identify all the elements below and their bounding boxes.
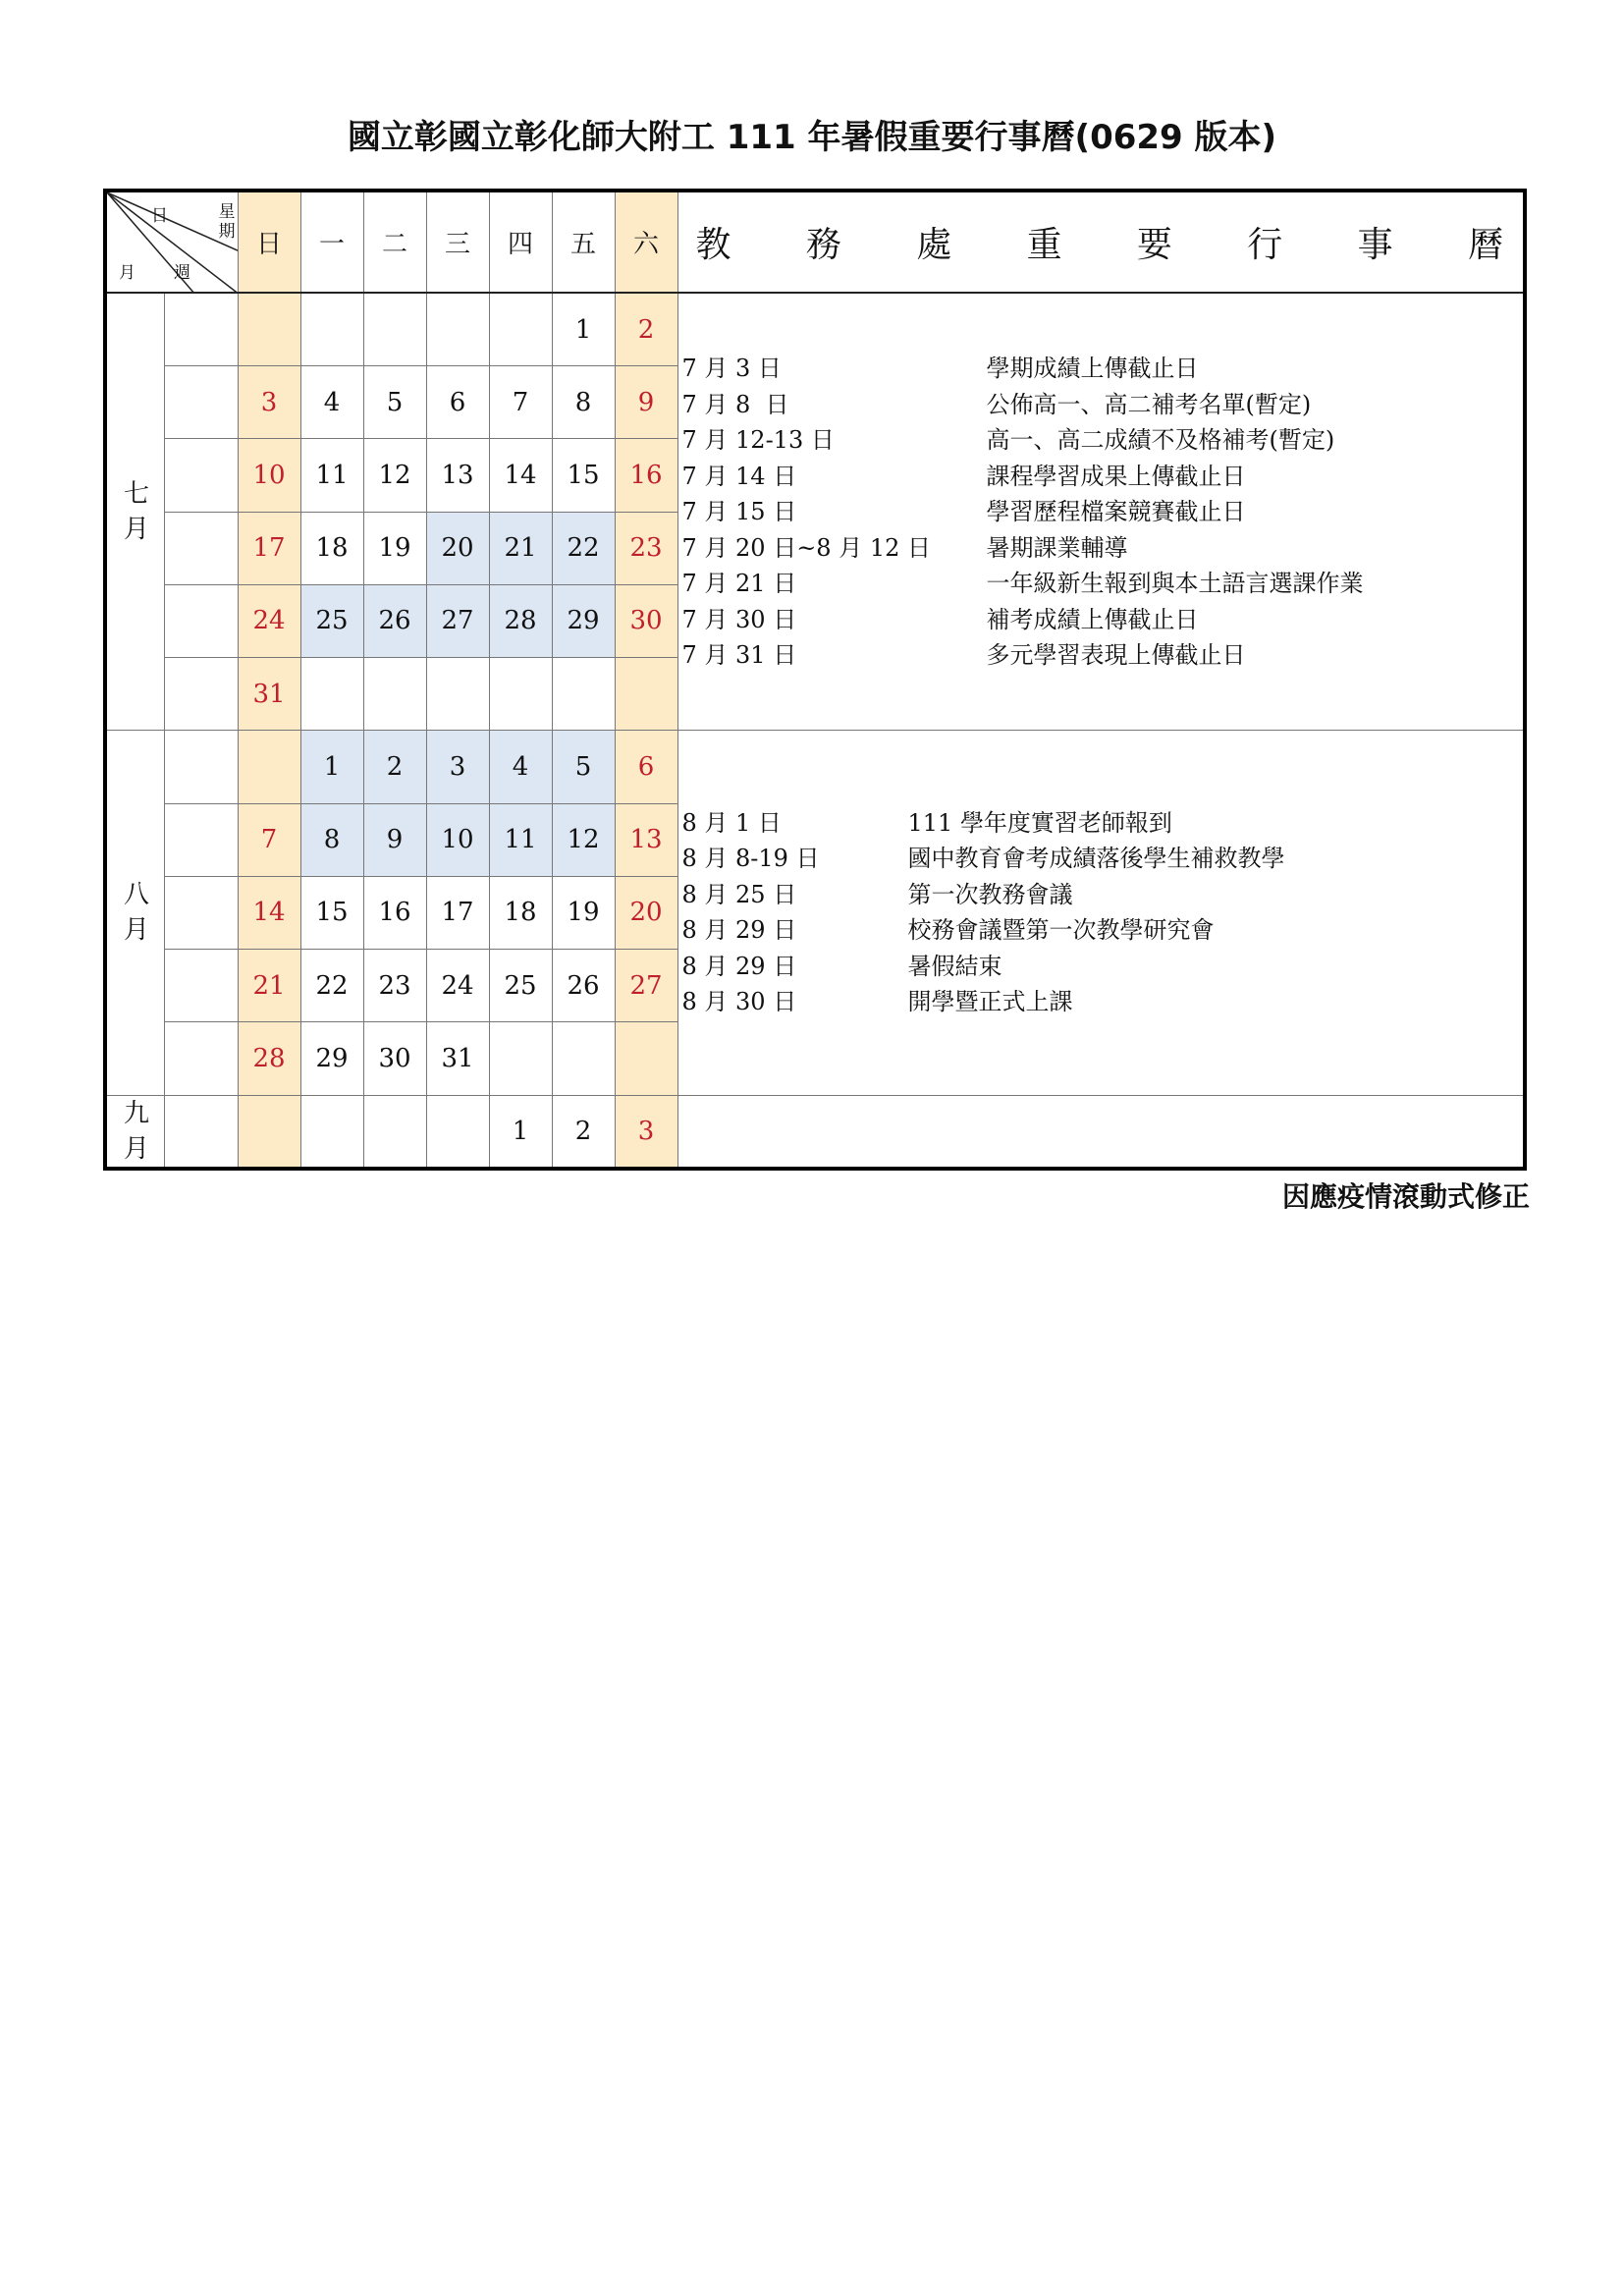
date-cell: 12 — [552, 803, 615, 876]
date-cell: 27 — [426, 584, 489, 657]
date-cell: 30 — [363, 1022, 426, 1095]
day-header-tue: 二 — [363, 191, 426, 293]
week-number-cell — [164, 1095, 238, 1169]
event-date: 7 月 31 日 — [681, 641, 797, 670]
event-text: 一年級新生報到與本土語言選課作業 — [986, 570, 1364, 598]
august-month-label: 八月 — [105, 731, 164, 1095]
date-cell: 19 — [552, 876, 615, 949]
date-cell: 5 — [363, 366, 426, 439]
date-cell: 12 — [363, 439, 426, 512]
date-cell: 27 — [615, 950, 677, 1022]
date-cell — [426, 293, 489, 365]
date-cell: 13 — [615, 803, 677, 876]
event-date: 7 月 12-13 日 — [681, 426, 835, 455]
date-cell: 14 — [489, 439, 552, 512]
day-header-fri: 五 — [552, 191, 615, 293]
corner-week-label: 週 — [174, 263, 190, 283]
date-cell: 24 — [426, 950, 489, 1022]
date-cell — [426, 1095, 489, 1169]
event-item — [682, 877, 1524, 913]
date-cell: 17 — [426, 876, 489, 949]
event-text: 補考成績上傳截止日 — [986, 605, 1199, 633]
august-events-cell — [677, 731, 1525, 1095]
date-cell: 2 — [363, 731, 426, 803]
event-text: 學習歷程檔案競賽截止日 — [986, 498, 1246, 526]
event-item — [682, 805, 1524, 842]
date-cell: 4 — [489, 731, 552, 803]
date-cell: 31 — [426, 1022, 489, 1095]
header-row — [105, 191, 1525, 293]
event-item — [682, 637, 1524, 674]
date-cell: 16 — [363, 876, 426, 949]
event-date: 8 月 29 日 — [681, 952, 797, 980]
date-cell: 22 — [300, 950, 363, 1022]
july-events-cell — [677, 293, 1525, 731]
date-cell: 3 — [238, 366, 300, 439]
september-month-label: 九月 — [105, 1095, 164, 1169]
date-cell: 28 — [238, 1022, 300, 1095]
date-cell: 1 — [552, 293, 615, 365]
event-date: 7 月 21 日 — [681, 570, 797, 598]
date-cell: 24 — [238, 584, 300, 657]
week-number-cell — [164, 876, 238, 949]
event-item — [682, 566, 1524, 602]
date-cell — [552, 1022, 615, 1095]
week-number-cell — [164, 512, 238, 584]
event-item — [682, 602, 1524, 638]
date-cell — [300, 293, 363, 365]
footer-note: 因應疫情滾動式修正 — [1281, 1180, 1530, 1213]
corner-day-label: 日 — [151, 206, 168, 226]
date-cell: 20 — [615, 876, 677, 949]
date-cell: 3 — [615, 1095, 677, 1169]
date-cell: 11 — [489, 803, 552, 876]
day-header-sun: 日 — [238, 191, 300, 293]
week-number-cell — [164, 1022, 238, 1095]
date-cell: 29 — [552, 584, 615, 657]
august-week-row — [105, 731, 1525, 803]
date-cell: 22 — [552, 512, 615, 584]
calendar-table — [103, 189, 1527, 1171]
event-date: 8 月 8-19 日 — [681, 845, 820, 873]
event-date: 7 月 14 日 — [681, 462, 797, 490]
event-date: 8 月 29 日 — [681, 916, 797, 945]
event-item — [682, 841, 1524, 877]
event-date: 7 月 30 日 — [681, 605, 797, 633]
page-title: 國立彰國立彰化師大附工 111 年暑假重要行事曆(0629 版本) — [347, 118, 1277, 157]
date-cell — [238, 293, 300, 365]
day-header-thu: 四 — [489, 191, 552, 293]
date-cell: 16 — [615, 439, 677, 512]
event-text: 課程學習成果上傳截止日 — [986, 462, 1246, 490]
date-cell: 9 — [363, 803, 426, 876]
september-events-cell — [677, 1095, 1525, 1169]
event-item — [682, 459, 1524, 495]
date-cell: 11 — [300, 439, 363, 512]
event-text: 第一次教務會議 — [907, 880, 1073, 908]
event-text: 高一、高二成績不及格補考(暫定) — [986, 426, 1335, 455]
date-cell: 25 — [489, 950, 552, 1022]
event-text: 開學暨正式上課 — [907, 988, 1073, 1016]
date-cell — [300, 658, 363, 731]
event-text: 暑假結束 — [907, 952, 1002, 980]
week-number-cell — [164, 439, 238, 512]
date-cell: 17 — [238, 512, 300, 584]
date-cell: 5 — [552, 731, 615, 803]
day-header-wed: 三 — [426, 191, 489, 293]
week-number-cell — [164, 293, 238, 365]
date-cell: 20 — [426, 512, 489, 584]
date-cell: 15 — [552, 439, 615, 512]
july-month-label: 七月 — [105, 293, 164, 731]
event-date: 7 月 20 日~8 月 12 日 — [681, 533, 931, 562]
event-text: 學期成績上傳截止日 — [986, 355, 1199, 383]
date-cell — [363, 658, 426, 731]
date-cell: 4 — [300, 366, 363, 439]
date-cell: 25 — [300, 584, 363, 657]
events-title: 教務處重要行事曆 — [677, 191, 1525, 293]
date-cell: 1 — [489, 1095, 552, 1169]
date-cell — [489, 658, 552, 731]
date-cell: 2 — [615, 293, 677, 365]
july-week-row — [105, 293, 1525, 365]
date-cell: 15 — [300, 876, 363, 949]
date-cell: 13 — [426, 439, 489, 512]
date-cell: 26 — [552, 950, 615, 1022]
event-text: 國中教育會考成績落後學生補救教學 — [907, 845, 1285, 873]
date-cell: 10 — [426, 803, 489, 876]
date-cell: 6 — [426, 366, 489, 439]
week-number-cell — [164, 803, 238, 876]
date-cell: 18 — [300, 512, 363, 584]
date-cell: 7 — [238, 803, 300, 876]
date-cell: 21 — [238, 950, 300, 1022]
event-item — [682, 422, 1524, 459]
event-item — [682, 530, 1524, 567]
day-header-mon: 一 — [300, 191, 363, 293]
date-cell: 14 — [238, 876, 300, 949]
week-number-cell — [164, 950, 238, 1022]
event-date: 8 月 1 日 — [681, 808, 782, 837]
date-cell — [552, 658, 615, 731]
week-number-cell — [164, 658, 238, 731]
date-cell: 29 — [300, 1022, 363, 1095]
date-cell — [615, 658, 677, 731]
event-date: 7 月 8 日 — [681, 390, 789, 418]
date-cell — [300, 1095, 363, 1169]
corner-month-label: 月 — [119, 263, 135, 283]
date-cell: 8 — [552, 366, 615, 439]
event-item — [682, 351, 1524, 387]
date-cell: 30 — [615, 584, 677, 657]
week-number-cell — [164, 366, 238, 439]
event-text: 公佈高一、高二補考名單(暫定) — [986, 390, 1312, 418]
date-cell: 10 — [238, 439, 300, 512]
date-cell: 26 — [363, 584, 426, 657]
date-cell: 31 — [238, 658, 300, 731]
event-text: 暑期課業輔導 — [986, 533, 1128, 562]
date-cell — [615, 1022, 677, 1095]
event-date: 7 月 15 日 — [681, 498, 797, 526]
week-number-cell — [164, 731, 238, 803]
event-text: 111 學年度實習老師報到 — [907, 808, 1172, 837]
date-cell: 18 — [489, 876, 552, 949]
date-cell: 21 — [489, 512, 552, 584]
date-cell: 9 — [615, 366, 677, 439]
date-cell: 3 — [426, 731, 489, 803]
week-number-cell — [164, 584, 238, 657]
event-text: 多元學習表現上傳截止日 — [986, 641, 1246, 670]
date-cell: 28 — [489, 584, 552, 657]
date-cell: 2 — [552, 1095, 615, 1169]
date-cell: 1 — [300, 731, 363, 803]
event-item — [682, 984, 1524, 1020]
corner-cell — [105, 191, 238, 293]
date-cell — [363, 293, 426, 365]
event-date: 7 月 3 日 — [681, 355, 782, 383]
event-item — [682, 494, 1524, 530]
date-cell: 23 — [363, 950, 426, 1022]
date-cell — [238, 1095, 300, 1169]
date-cell — [238, 731, 300, 803]
date-cell: 23 — [615, 512, 677, 584]
corner-weekday-label: 星期 — [218, 202, 236, 242]
day-header-sat: 六 — [615, 191, 677, 293]
date-cell: 19 — [363, 512, 426, 584]
event-text: 校務會議暨第一次教學研究會 — [907, 916, 1215, 945]
date-cell — [489, 1022, 552, 1095]
september-week-row — [105, 1095, 1525, 1169]
date-cell: 8 — [300, 803, 363, 876]
event-date: 8 月 25 日 — [681, 880, 797, 908]
date-cell — [363, 1095, 426, 1169]
event-date: 8 月 30 日 — [681, 988, 797, 1016]
date-cell — [426, 658, 489, 731]
date-cell: 7 — [489, 366, 552, 439]
event-item — [682, 387, 1524, 423]
event-item — [682, 949, 1524, 985]
event-item — [682, 912, 1524, 949]
date-cell — [489, 293, 552, 365]
date-cell: 6 — [615, 731, 677, 803]
